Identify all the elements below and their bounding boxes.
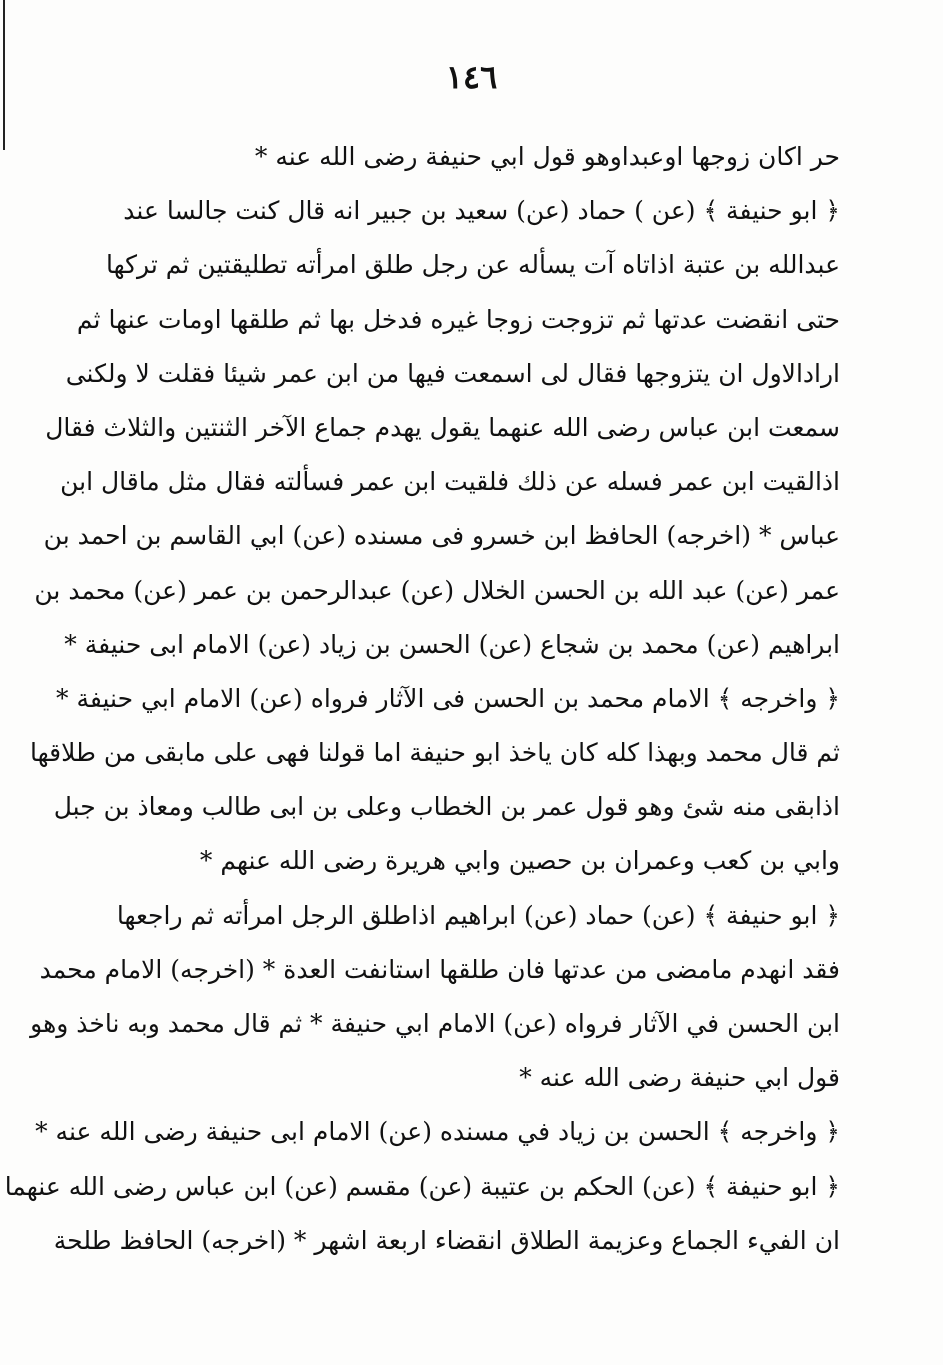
text-line-18: قول ابي حنيفة رضى الله عنه * (519, 1063, 840, 1093)
text-line-9: عمر (عن) عبد الله بن الحسن الخلال (عن) عبدالرحمن بن عمر (عن) محمد بن (34, 575, 840, 605)
text-line-4: حتى انقضت عدتها ثم تزوجت زوجا غيره فدخل بها ثم طلقها اومات عنها ثم (76, 304, 840, 334)
text-line-7: اذالقيت ابن عمر فسله عن ذلك فلقيت ابن عمر فسألته فقال مثل ماقال ابن (60, 467, 840, 497)
text-line-10: ابراهيم (عن) محمد بن شجاع (عن) الحسن بن زياد (عن) الامام ابى حنيفة * (64, 629, 840, 659)
text-line-19: ﴿ واخرجه ﴾ الحسن بن زياد في مسنده (عن) الامام ابى حنيفة رضى الله عنه * (35, 1117, 840, 1147)
text-line-14: وابي بن كعب وعمران بن حصين وابي هريرة رضى الله عنهم * (199, 846, 840, 876)
text-line-2: ﴿ ابو حنيفة ﴾ (عن ) حماد (عن) سعيد بن جبير انه قال كنت جالسا عند (123, 196, 840, 226)
text-line-17: ابن الحسن في الآثار فرواه (عن) الامام ابي حنيفة * ثم قال محمد وبه ناخذ وهو (30, 1009, 840, 1038)
text-line-13: اذابقى منه شئ وهو قول عمر بن الخطاب وعلى بن ابى طالب ومعاذ بن جبل (53, 792, 840, 822)
text-line-1: حر اكان زوجها اوعبداوهو قول ابي حنيفة رضى الله عنه * (254, 142, 840, 171)
text-line-16: فقد انهدم مامضى من عدتها فان طلقها استانفت العدة * (اخرجه) الامام محمد (39, 954, 840, 984)
text-line-3: عبدالله بن عتبة اذاتاه آت يسأله عن رجل طلق امرأته تطليقتين ثم تركها (106, 250, 840, 280)
text-line-15: ﴿ ابو حنيفة ﴾ (عن) حماد (عن) ابراهيم اذاطلق الرجل امرأته ثم راجعها (116, 900, 840, 930)
page-number: ١٤٦ (445, 58, 498, 96)
text-line-12: ثم قال محمد وبهذا كله كان ياخذ ابو حنيفة اما قولنا فهى على مابقى من طلاقها (30, 738, 840, 768)
text-line-20: ﴿ ابو حنيفة ﴾ (عن) الحكم بن عتيبة (عن) مقسم (عن) ابن عباس رضى الله عنهما (4, 1171, 840, 1201)
text-line-11: ﴿ واخرجه ﴾ الامام محمد بن الحسن فى الآثار فرواه (عن) الامام ابي حنيفة * (56, 683, 840, 713)
text-line-21: ان الفيء الجماع وعزيمة الطلاق انقضاء اربعة اشهر * (اخرجه) الحافظ طلحة (53, 1225, 840, 1255)
text-line-8: عباس * (اخرجه) الحافظ ابن خسرو فى مسنده (عن) ابي القاسم بن احمد بن (43, 521, 840, 551)
main-text-block (4, 130, 840, 1268)
text-line-5: ارادالاول ان يتزوجها فقال لى اسمعت فيها من ابن عمر شيئا فقلت لا ولكنى (65, 358, 840, 388)
text-line-6: سمعت ابن عباس رضى الله عنهما يقول يهدم جماع الآخر الثنتين والثلاث فقال (45, 412, 840, 442)
